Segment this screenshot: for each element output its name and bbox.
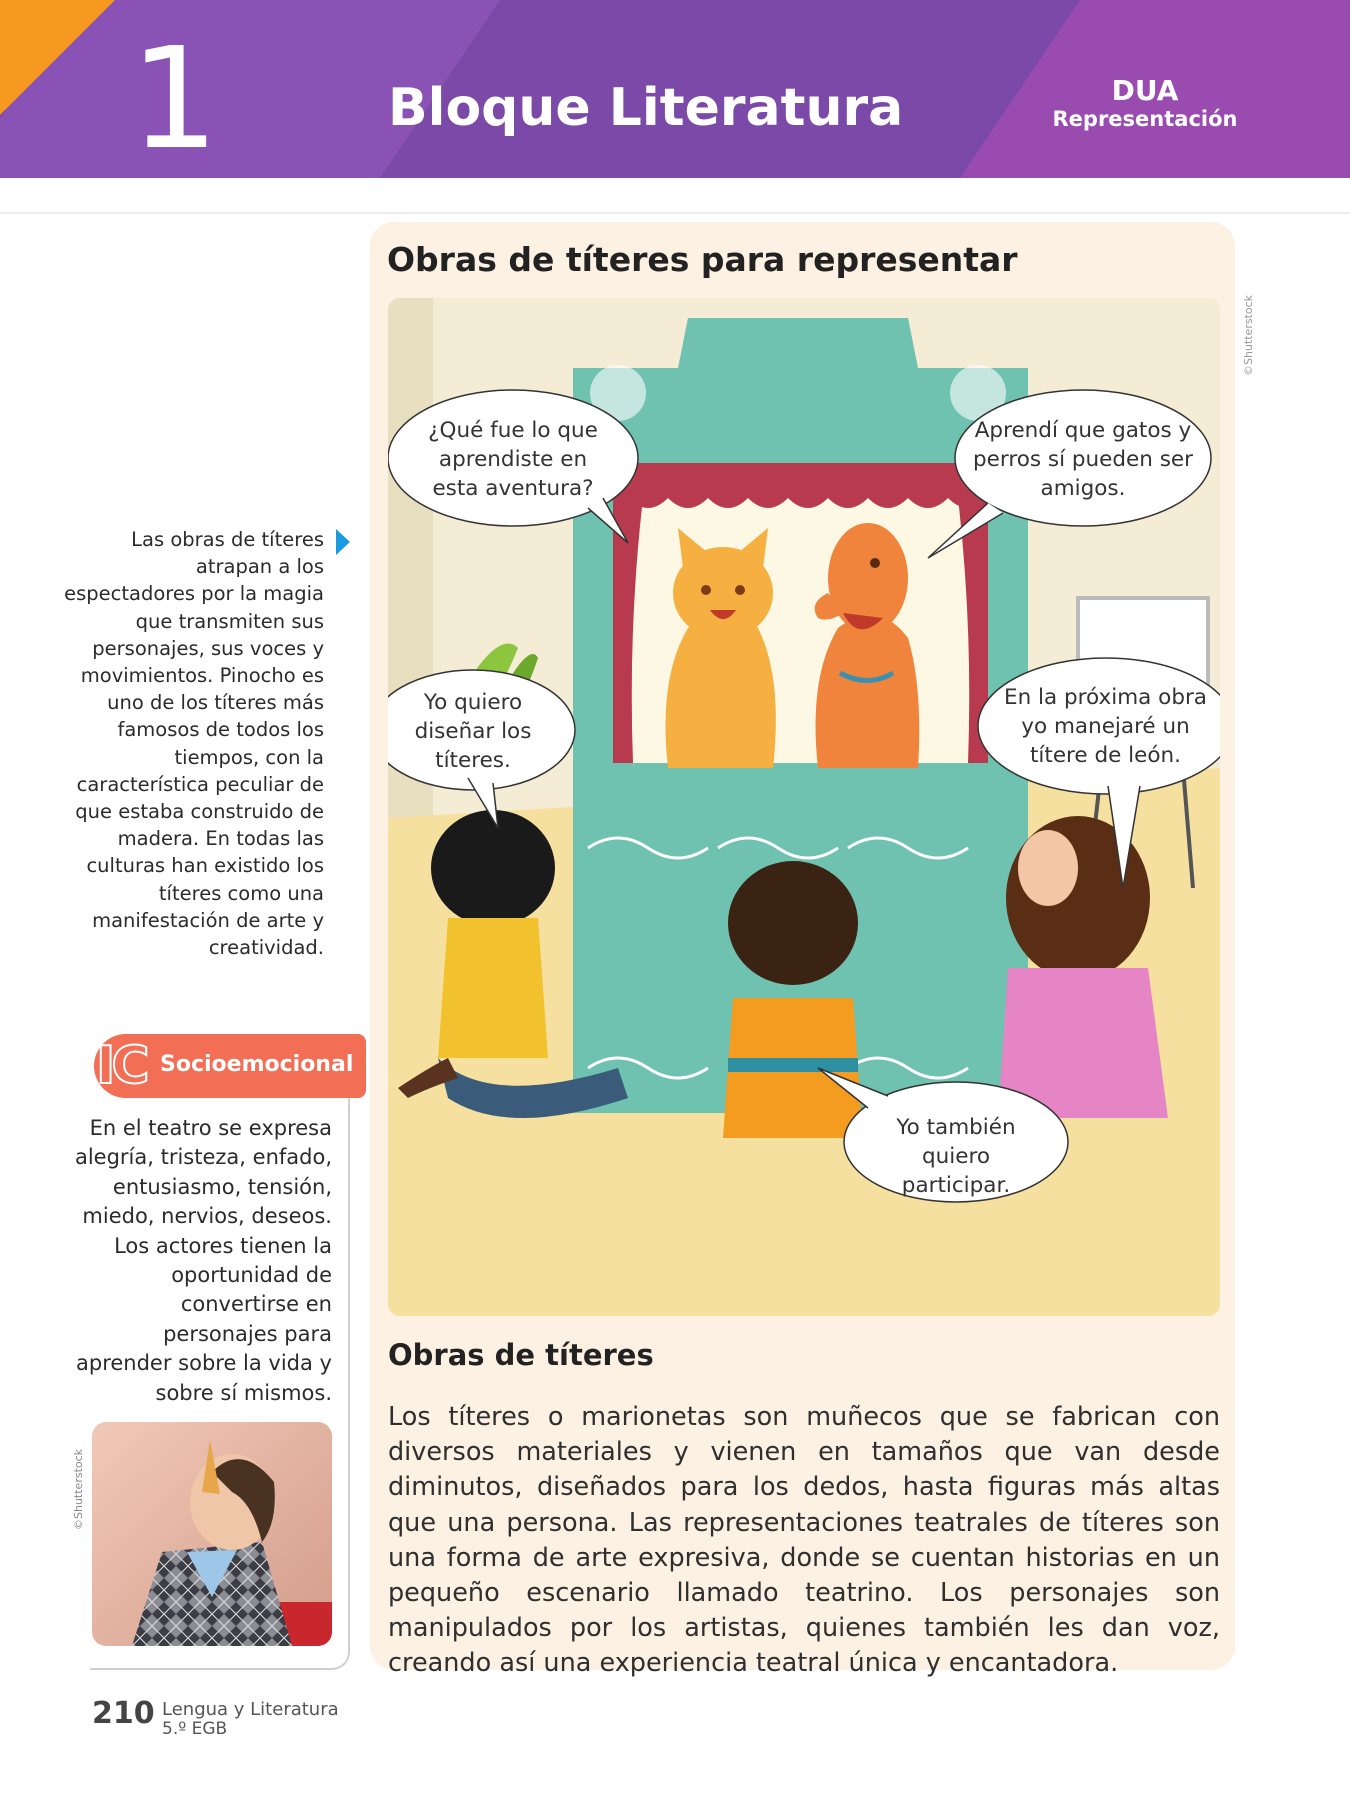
speech-bubble-kid2: Yo también quiero participar.: [896, 1115, 1016, 1198]
dua-label: DUA: [1111, 74, 1179, 107]
footer-grade: 5.º EGB: [162, 1719, 228, 1739]
body-paragraph: Los títeres o marionetas son muñecos que se fabrican con diversos materiales y vienen en tamaños que van desde diminutos, diseñados para los dedos, hasta figuras más altas que una persona. Las representaciones teatrales de títeres son una forma de arte expresiva, donde se cuentan historias en un pequeño escenario llamado teatrino. Los personajes son manipulados por los artistas, quienes también les dan voz, creando así una experiencia teatral única y encantadora.: [388, 1402, 1220, 1679]
chapter-header: [0, 0, 1350, 178]
header-orange-corner: [0, 0, 115, 115]
speech-bubble-answer: Aprendí que gatos y perros sí pueden ser amigos.: [972, 418, 1193, 501]
socio-label: Socioemocional: [160, 1052, 354, 1077]
socio-text: En el teatro se expresa alegría, tristeza, enfado, entusiasmo, tensión, miedo, nervios, deseos. Los actores tienen la oportunidad de convertirse en personajes para aprender sobre la vida y sobre sí mismos.: [74, 1116, 332, 1405]
boy-pinocchio-photo: [92, 1422, 332, 1646]
section-subtitle: Obras de títeres: [388, 1338, 654, 1372]
dua-sub: Representación: [1052, 107, 1238, 131]
divider: [0, 212, 1350, 214]
photo-credit: ©Shutterstock: [72, 1448, 85, 1530]
dua-badge: [1050, 74, 1240, 131]
speech-bubble-question: ¿Qué fue lo que aprendiste en esta aventura?: [428, 418, 598, 501]
pointer-arrow-icon: [336, 529, 350, 555]
page-number: 210: [92, 1696, 155, 1731]
speech-bubble-kid3: En la próxima obra yo manejaré un títere de león.: [1003, 685, 1207, 768]
ic-logo-icon: IC: [96, 1036, 146, 1096]
chapter-title: Bloque Literatura: [388, 78, 904, 138]
puppet-theater-illustration: [388, 298, 1220, 1316]
sidebar-intro-text: Las obras de títeres atrapan a los espectadores por la magia que transmiten sus personajes, sus voces y movimientos. Pinocho es uno de los títeres más famosos de todos los tiempos, con la característica peculiar de que estaba construido de madera. En todas las culturas han existido los títeres como una manifestación de arte y creatividad.: [64, 528, 324, 960]
socio-tab: [94, 1034, 366, 1098]
image-credit: ©Shutterstock: [1242, 294, 1255, 376]
chapter-number: 1: [130, 18, 220, 178]
speech-bubble-kid1: Yo quiero diseñar los títeres.: [414, 690, 532, 773]
panel-title: Obras de títeres para representar: [387, 240, 1018, 279]
footer-subject: Lengua y Literatura: [162, 1699, 339, 1720]
